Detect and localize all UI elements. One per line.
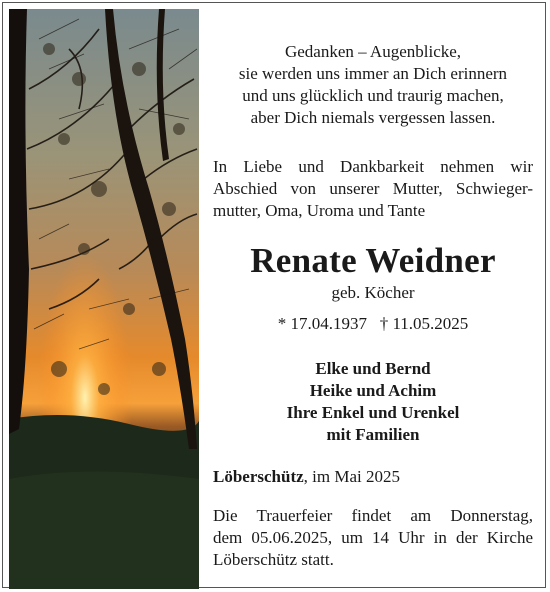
intro-line: In Liebe und Dankbarkeit nehmen wir [213,157,533,176]
intro-line: mutter, Oma, Uroma und Tante [213,201,426,220]
poem-line: sie werden uns immer an Dich erinnern [238,64,508,83]
poem [213,41,533,129]
mourners-list [213,358,533,446]
sunset-tree-photo [9,9,199,589]
funeral-line: Die Trauerfeier findet am Donnerstag, [213,506,533,525]
obituary-frame [2,2,546,588]
mourner: mit Familien [326,425,420,444]
birth-name: geb. Köcher [331,283,415,302]
funeral-line: dem 05.06.2025, um 14 Uhr in der Kirche [213,528,533,547]
mourner: Ihre Enkel und Urenkel [286,403,460,422]
poem-line: und uns glücklich und traurig machen, [242,86,504,105]
funeral-notice [213,505,533,571]
place-town: Löberschütz [213,467,304,486]
intro-line: Abschied von unserer Mutter, Schwieger- [213,179,533,198]
place-date [213,467,533,487]
mourner: Elke und Bernd [315,359,431,378]
funeral-line: Löberschütz statt. [213,550,334,569]
intro-paragraph [213,156,533,222]
mourner: Heike und Achim [309,381,437,400]
life-dates: * 17.04.1937 † 11.05.2025 [277,314,469,333]
poem-line: aber Dich niemals vergessen lassen. [250,108,496,127]
poem-line: Gedanken – Augenblicke, [284,42,462,61]
deceased-name: Renate Weidner [250,241,496,280]
place-month: , im Mai 2025 [303,467,401,486]
sunset-tree-image [9,9,199,589]
